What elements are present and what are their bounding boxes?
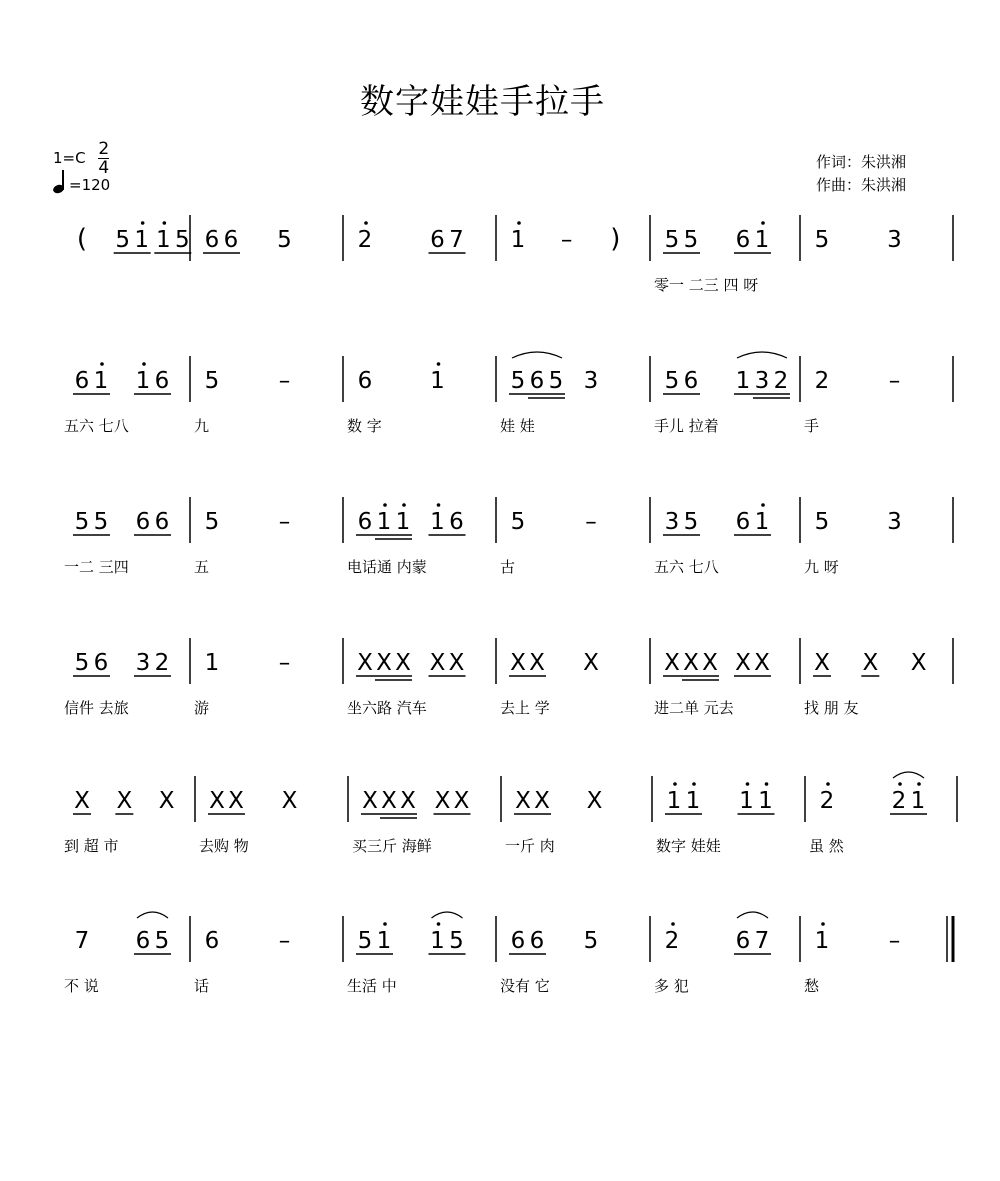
lyric-text: 愁 bbox=[804, 977, 820, 995]
note: 5 bbox=[510, 368, 526, 394]
note: 3 bbox=[754, 368, 770, 394]
note: X bbox=[754, 650, 770, 676]
note: 6 bbox=[430, 227, 445, 253]
octave-dot-high bbox=[746, 782, 750, 786]
note: 5 bbox=[683, 227, 699, 253]
note: 2 bbox=[154, 650, 170, 676]
note: X bbox=[814, 650, 830, 676]
lyric-text: 找 朋 友 bbox=[804, 699, 859, 717]
octave-dot-high bbox=[761, 503, 765, 507]
note: 1 bbox=[814, 928, 830, 954]
octave-dot-high bbox=[437, 503, 441, 507]
note: 5 bbox=[357, 928, 373, 954]
note: X bbox=[683, 650, 699, 676]
note: 1 bbox=[430, 509, 445, 535]
parenthesis: ( bbox=[76, 224, 88, 254]
octave-dot-high bbox=[898, 782, 902, 786]
lyric-text: 九 bbox=[194, 417, 210, 435]
lyric-text: 话 bbox=[194, 977, 210, 995]
lyric-text: 虽 然 bbox=[809, 837, 844, 855]
note: X bbox=[583, 650, 599, 676]
lyric-text: 信件 去旅 bbox=[64, 699, 129, 717]
note: 5 bbox=[175, 227, 190, 253]
note: 7 bbox=[754, 928, 770, 954]
octave-dot-high bbox=[821, 922, 825, 926]
parenthesis: ) bbox=[610, 224, 621, 254]
note: X bbox=[510, 650, 526, 676]
note: X bbox=[395, 650, 411, 676]
note: X bbox=[381, 788, 397, 814]
dash-extension: – bbox=[278, 928, 291, 954]
note: 6 bbox=[357, 509, 373, 535]
octave-dot-high bbox=[917, 782, 921, 786]
note: X bbox=[74, 788, 90, 814]
lyric-text: 没有 它 bbox=[500, 977, 550, 995]
note: X bbox=[281, 788, 298, 814]
octave-dot-high bbox=[100, 362, 104, 366]
note: X bbox=[434, 788, 451, 814]
note: 6 bbox=[154, 509, 170, 535]
lyric-text: 去购 物 bbox=[199, 837, 249, 855]
note: X bbox=[362, 788, 378, 814]
note: X bbox=[400, 788, 416, 814]
note: X bbox=[429, 650, 446, 676]
song-title: 数字娃娃手拉手 bbox=[360, 82, 605, 122]
note: 1 bbox=[758, 788, 773, 814]
note: 6 bbox=[357, 368, 373, 394]
note: 5 bbox=[548, 368, 564, 394]
octave-dot-high bbox=[437, 922, 441, 926]
note: 1 bbox=[430, 928, 445, 954]
octave-dot-high bbox=[517, 221, 521, 225]
note: 5 bbox=[204, 368, 220, 394]
slur bbox=[893, 772, 924, 778]
lyric-text: 到 超 市 bbox=[64, 837, 119, 855]
note: X bbox=[357, 650, 373, 676]
note: 5 bbox=[74, 509, 90, 535]
octave-dot-high bbox=[141, 221, 145, 225]
dash-extension: – bbox=[888, 928, 901, 954]
note: X bbox=[735, 650, 751, 676]
note: 6 bbox=[204, 928, 220, 954]
slur bbox=[512, 352, 562, 358]
note: 3 bbox=[135, 650, 151, 676]
note: X bbox=[209, 788, 225, 814]
note: 2 bbox=[357, 227, 373, 253]
lyric-text: 去上 学 bbox=[500, 699, 550, 717]
note: 2 bbox=[664, 928, 680, 954]
octave-dot-high bbox=[761, 221, 765, 225]
lyric-text: 五六 七八 bbox=[64, 417, 129, 435]
time-signature-top: 2 bbox=[98, 139, 110, 159]
note: X bbox=[664, 650, 680, 676]
note: 1 bbox=[754, 227, 770, 253]
octave-dot-high bbox=[671, 922, 675, 926]
note: 2 bbox=[814, 368, 830, 394]
octave-dot-high bbox=[364, 221, 368, 225]
note: 3 bbox=[664, 509, 680, 535]
lyric-text: 游 bbox=[194, 699, 210, 717]
octave-dot-high bbox=[163, 221, 167, 225]
note: 6 bbox=[529, 928, 545, 954]
slur bbox=[737, 912, 768, 918]
note: 3 bbox=[887, 509, 902, 535]
note: 1 bbox=[685, 788, 701, 814]
note: 6 bbox=[735, 227, 751, 253]
time-signature-bottom: 4 bbox=[98, 158, 110, 178]
note: 1 bbox=[134, 227, 149, 253]
note: X bbox=[534, 788, 550, 814]
note: 1 bbox=[156, 227, 171, 253]
note: 5 bbox=[204, 509, 220, 535]
note: 5 bbox=[664, 227, 680, 253]
composer-credit: 作曲：朱洪湘 bbox=[816, 176, 907, 194]
lyric-text: 一二 三四 bbox=[64, 558, 129, 576]
note: 1 bbox=[754, 509, 770, 535]
note: X bbox=[158, 788, 175, 814]
note: 1 bbox=[430, 368, 445, 394]
note: 5 bbox=[93, 509, 109, 535]
lyric-text: 数 字 bbox=[347, 417, 382, 435]
note: X bbox=[453, 788, 470, 814]
note: 2 bbox=[891, 788, 907, 814]
note: 6 bbox=[135, 509, 151, 535]
dash-extension: – bbox=[278, 509, 291, 535]
note: 5 bbox=[115, 227, 130, 253]
note: 3 bbox=[887, 227, 902, 253]
octave-dot-high bbox=[402, 503, 406, 507]
tempo-value: =120 bbox=[69, 176, 111, 194]
note: 7 bbox=[74, 928, 90, 954]
lyricist-credit: 作词：朱洪湘 bbox=[816, 153, 907, 171]
dash-extension: – bbox=[278, 368, 291, 394]
note: X bbox=[702, 650, 718, 676]
note: 2 bbox=[773, 368, 789, 394]
note: 6 bbox=[93, 650, 109, 676]
note: 1 bbox=[376, 509, 392, 535]
note: 5 bbox=[814, 509, 830, 535]
note: 1 bbox=[395, 509, 411, 535]
note: 6 bbox=[135, 928, 151, 954]
note: 6 bbox=[683, 368, 699, 394]
lyric-text: 九 呀 bbox=[804, 558, 839, 576]
octave-dot-high bbox=[383, 922, 387, 926]
octave-dot-high bbox=[437, 362, 441, 366]
octave-dot-high bbox=[765, 782, 769, 786]
key-signature: 1=C bbox=[53, 149, 86, 167]
dash-extension: – bbox=[585, 509, 597, 535]
lyric-text: 五六 七八 bbox=[654, 558, 719, 576]
note: 6 bbox=[204, 227, 220, 253]
note: X bbox=[448, 650, 465, 676]
lyric-text: 进二单 元去 bbox=[654, 699, 734, 717]
note: 6 bbox=[449, 509, 464, 535]
note: 1 bbox=[510, 227, 526, 253]
lyric-text: 买三斤 海鲜 bbox=[352, 837, 432, 855]
note: 2 bbox=[819, 788, 835, 814]
note: 1 bbox=[739, 788, 754, 814]
octave-dot-high bbox=[673, 782, 677, 786]
note: 3 bbox=[583, 368, 599, 394]
slur bbox=[737, 352, 787, 358]
lyric-text: 一斤 肉 bbox=[505, 837, 555, 855]
octave-dot-high bbox=[692, 782, 696, 786]
note: 1 bbox=[666, 788, 682, 814]
note: 6 bbox=[735, 928, 751, 954]
note: 6 bbox=[735, 509, 751, 535]
note: 1 bbox=[735, 368, 751, 394]
lyric-text: 零一 二三 四 呀 bbox=[654, 276, 759, 294]
note: X bbox=[529, 650, 545, 676]
octave-dot-high bbox=[142, 362, 146, 366]
lyric-text: 多 犯 bbox=[654, 977, 689, 995]
note: X bbox=[586, 788, 603, 814]
lyric-text: 数字 娃娃 bbox=[656, 837, 721, 855]
note: 5 bbox=[510, 509, 526, 535]
note: 5 bbox=[583, 928, 599, 954]
note: X bbox=[862, 650, 879, 676]
note: 6 bbox=[154, 368, 170, 394]
note: X bbox=[910, 650, 927, 676]
note: 7 bbox=[449, 227, 464, 253]
note: 5 bbox=[449, 928, 464, 954]
lyric-text: 娃 娃 bbox=[500, 417, 535, 435]
note: 5 bbox=[683, 509, 699, 535]
octave-dot-high bbox=[383, 503, 387, 507]
note: 6 bbox=[529, 368, 545, 394]
lyric-text: 电话通 内蒙 bbox=[347, 558, 427, 576]
note: X bbox=[228, 788, 244, 814]
lyric-text: 手 bbox=[804, 417, 820, 435]
note: 1 bbox=[204, 650, 220, 676]
lyric-text: 不 说 bbox=[64, 977, 99, 995]
note: 1 bbox=[93, 368, 109, 394]
dash-extension: – bbox=[278, 650, 291, 676]
note: 1 bbox=[135, 368, 151, 394]
note: 5 bbox=[664, 368, 680, 394]
note: 5 bbox=[814, 227, 830, 253]
note: X bbox=[376, 650, 392, 676]
lyric-text: 古 bbox=[500, 558, 516, 576]
note: 6 bbox=[510, 928, 526, 954]
lyric-text: 五 bbox=[194, 558, 210, 576]
lyric-text: 手儿 拉着 bbox=[654, 417, 719, 435]
note: 5 bbox=[74, 650, 90, 676]
note: 5 bbox=[277, 227, 292, 253]
dash-extension: – bbox=[560, 227, 573, 253]
note: 6 bbox=[74, 368, 90, 394]
dash-extension: – bbox=[888, 368, 901, 394]
note: 6 bbox=[223, 227, 239, 253]
note: 5 bbox=[154, 928, 170, 954]
slur bbox=[137, 912, 168, 918]
lyric-text: 坐六路 汽车 bbox=[347, 699, 427, 717]
note: 1 bbox=[910, 788, 926, 814]
note: 1 bbox=[376, 928, 392, 954]
slur bbox=[432, 912, 463, 918]
note: X bbox=[116, 788, 133, 814]
lyric-text: 生活 中 bbox=[347, 977, 397, 995]
octave-dot-high bbox=[826, 782, 830, 786]
note: X bbox=[515, 788, 531, 814]
